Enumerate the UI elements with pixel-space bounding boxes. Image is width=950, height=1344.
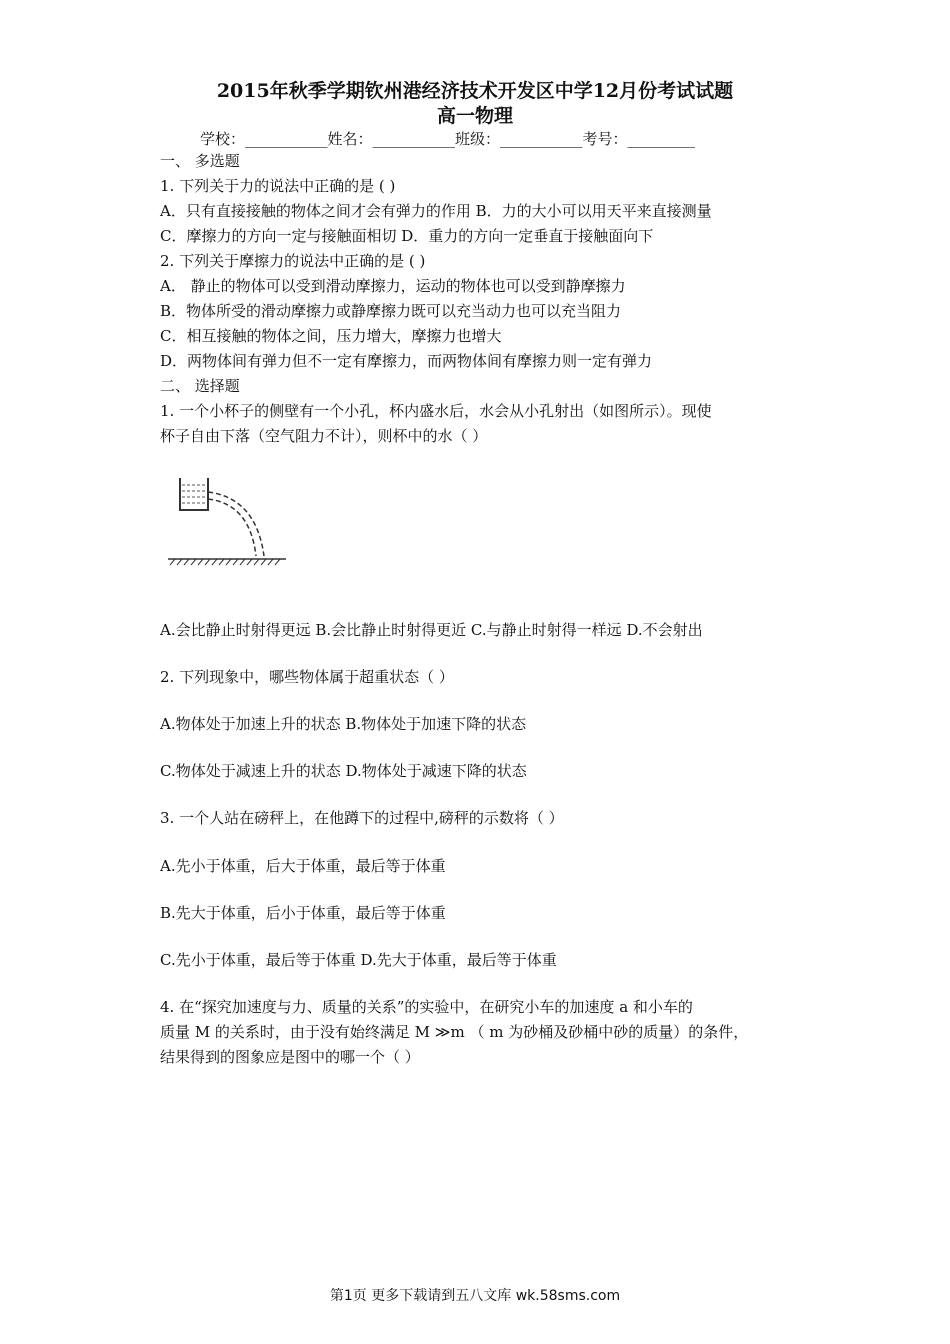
option-text: A.物体处于加速上升的状态 B.物体处于加速下降的状态 [160,715,527,733]
section-heading-choice: 二、 选择题 [160,377,240,395]
question-text: 4. 在“探究加速度与力、质量的关系”的实验中，在研究小车的加速度 a 和小车的 [160,998,693,1016]
question-text: 3. 一个人站在磅秤上，在他蹲下的过程中,磅秤的示数将（ ） [160,809,564,827]
question-text: 2. 下列关于摩擦力的说法中正确的是 ( ) [160,252,426,270]
question-text: 1. 下列关于力的说法中正确的是 ( ) [160,177,396,195]
exam-title: 2015年秋季学期钦州港经济技术开发区中学12月份考试试题 [216,80,734,102]
cup-water-figure [166,472,288,572]
option-text: B.先大于体重，后小于体重，最后等于体重 [160,904,446,922]
exam-subtitle: 高一物理 [436,105,513,127]
section-heading-multi: 一、 多选题 [160,152,240,170]
question-text: 杯子自由下落（空气阻力不计），则杯中的水（ ） [160,427,488,445]
option-text: C.物体处于减速上升的状态 D.物体处于减速下降的状态 [160,762,527,780]
option-text: D．两物体间有弹力但不一定有摩擦力，而两物体间有摩擦力则一定有弹力 [160,352,653,370]
page-footer: 第1页 更多下载请到五八文库 wk.58sms.com [329,1288,621,1304]
option-text: A． 静止的物体可以受到滑动摩擦力，运动的物体也可以受到静摩擦力 [160,277,626,295]
question-text: 2. 下列现象中，哪些物体属于超重状态（ ） [160,668,454,686]
option-text: A.先小于体重，后大于体重，最后等于体重 [160,857,446,875]
question-text: 结果得到的图象应是图中的哪一个（ ） [160,1048,420,1066]
option-text: C.先小于体重，最后等于体重 D.先大于体重，最后等于体重 [160,951,557,969]
option-text: A．只有直接接触的物体之间才会有弹力的作用 B．力的大小可以用天平来直接测量 [160,202,712,220]
student-info-line: 学校：___________姓名：___________班级：___________考号：_________ [200,130,696,148]
option-text: C．摩擦力的方向一定与接触面相切 D．重力的方向一定垂直于接触面向下 [160,227,654,245]
option-text: A.会比静止时射得更远 B.会比静止时射得更近 C.与静止时射得一样远 D.不会射出 [160,621,703,639]
option-text: B．物体所受的滑动摩擦力或静摩擦力既可以充当动力也可以充当阻力 [160,302,622,320]
question-text: 1. 一个小杯子的侧壁有一个小孔，杯内盛水后，水会从小孔射出（如图所示）。现使 [160,402,712,420]
question-text: 质量 M 的关系时，由于没有始终满足 M ≫m （ m 为砂桶及砂桶中砂的质量）的条件， [160,1023,749,1041]
option-text: C．相互接触的物体之间，压力增大，摩擦力也增大 [160,327,502,345]
